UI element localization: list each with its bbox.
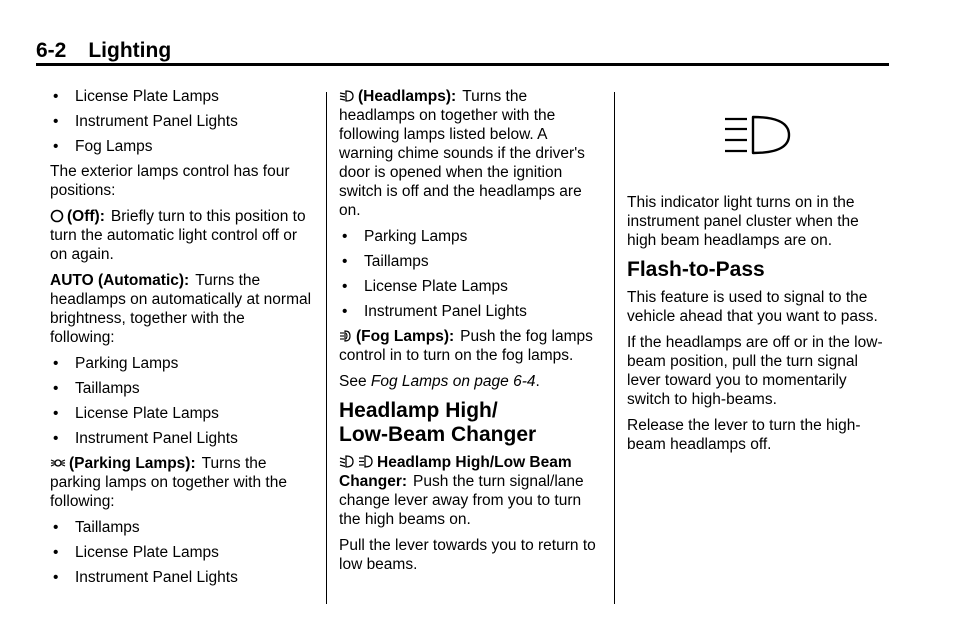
pull-paragraph: Pull the lever towards you to return to low beams. bbox=[339, 537, 596, 573]
list-item: • Taillamps bbox=[53, 519, 140, 536]
headlamps-label: (Headlamps): bbox=[358, 88, 457, 105]
list-item: • Taillamps bbox=[53, 380, 140, 397]
auto-paragraph bbox=[50, 271, 312, 347]
list-item: • Fog Lamps bbox=[53, 138, 153, 155]
intro-paragraph: The exterior lamps control has four positions: bbox=[50, 163, 290, 199]
indicator-figure bbox=[627, 87, 889, 187]
changer-paragraph bbox=[339, 453, 601, 529]
page-number: 6-2 bbox=[36, 39, 67, 62]
section-title: Lighting bbox=[88, 39, 172, 62]
flash-paragraph-2: If the headlamps are off or in the low-beam position, pull the turn signal lever toward you to momentarily switch to high-beams. bbox=[627, 334, 883, 408]
indicator-text: This indicator light turns on in the instrument panel cluster when the high beam headlamps are on. bbox=[627, 194, 859, 249]
off-label: (Off): bbox=[67, 208, 105, 225]
low-beam-icon bbox=[339, 454, 355, 469]
list-item: • Parking Lamps bbox=[342, 228, 468, 245]
list-item: • License Plate Lamps bbox=[342, 278, 508, 295]
column-3 bbox=[627, 87, 889, 461]
high-beam-icon bbox=[723, 113, 793, 157]
parking-text: Turns the parking lamps on together with the following: bbox=[50, 455, 287, 510]
fog-text: Push the fog lamps control in to turn on the fog lamps. bbox=[339, 328, 593, 364]
header-rule bbox=[36, 63, 889, 66]
auto-text: Turns the headlamps on automatically at normal brightness, together with the following: bbox=[50, 272, 312, 346]
fog-lamps-icon bbox=[339, 329, 353, 343]
list-item: • License Plate Lamps bbox=[53, 88, 219, 105]
auto-label: AUTO (Automatic): bbox=[50, 272, 190, 289]
off-circle-icon bbox=[50, 209, 64, 223]
column-divider-2 bbox=[614, 92, 615, 604]
changer-label: Headlamp High/Low Beam Changer: bbox=[339, 454, 572, 490]
page-header bbox=[36, 38, 888, 64]
list-item: • License Plate Lamps bbox=[53, 544, 219, 561]
off-paragraph bbox=[50, 207, 312, 264]
high-beam-small-icon bbox=[358, 454, 374, 469]
parking-lamps-icon bbox=[50, 456, 66, 470]
list-item: • Taillamps bbox=[342, 253, 429, 270]
list-item: • Instrument Panel Lights bbox=[53, 569, 238, 586]
column-2 bbox=[339, 87, 601, 581]
headlamps-paragraph bbox=[339, 87, 601, 220]
fog-lamps-link[interactable]: Fog Lamps on page 6-4 bbox=[370, 373, 536, 390]
headlamps-text: Turns the headlamps on together with the following lamps listed below. A warning chime sounds if the driver's door is opened when the ignition switch is off and the headlamps are on. bbox=[339, 88, 585, 219]
list-item: • Parking Lamps bbox=[53, 355, 179, 372]
off-text: Briefly turn to this position to turn the automatic light control off or on again. bbox=[50, 208, 306, 263]
changer-text: Push the turn signal/lane change lever away from you to turn the high beams on. bbox=[339, 473, 584, 528]
column-divider-1 bbox=[326, 92, 327, 604]
list-item: • License Plate Lamps bbox=[53, 405, 219, 422]
list-item: • Instrument Panel Lights bbox=[53, 430, 238, 447]
flash-paragraph-1: This feature is used to signal to the vehicle ahead that you want to pass. bbox=[627, 289, 878, 325]
parking-paragraph bbox=[50, 454, 312, 511]
section-heading-flash-to-pass: Flash-to-Pass bbox=[627, 258, 765, 281]
list-item: • Instrument Panel Lights bbox=[53, 113, 238, 130]
parking-label: (Parking Lamps): bbox=[69, 455, 196, 472]
column-1 bbox=[50, 87, 312, 593]
fog-label: (Fog Lamps): bbox=[356, 328, 455, 345]
fog-paragraph bbox=[339, 327, 601, 365]
see-reference: See Fog Lamps on page 6-4. bbox=[339, 373, 540, 390]
flash-paragraph-3: Release the lever to turn the high-beam headlamps off. bbox=[627, 417, 861, 453]
list-item: • Instrument Panel Lights bbox=[342, 303, 527, 320]
header-text bbox=[36, 38, 888, 64]
headlamps-icon bbox=[339, 89, 355, 103]
section-heading-high-low-beam: Headlamp High/ Low-Beam Changer bbox=[339, 399, 537, 446]
